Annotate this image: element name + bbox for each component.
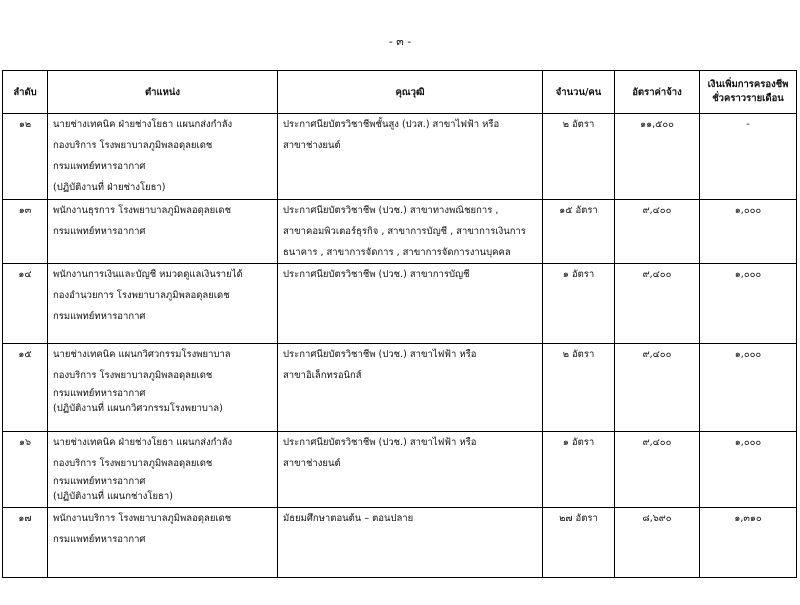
header-count: จำนวน/คน <box>543 71 615 114</box>
qualification-line: สาขาช่างยนต์ <box>283 458 341 469</box>
position-line: กรมแพทย์ทหารอากาศ <box>53 534 146 545</box>
table-header-row <box>3 71 797 114</box>
count-cell: ๑ อัตรา <box>543 432 615 508</box>
position-line: กองบริการ โรงพยาบาลภูมิพลอดุลยเดช <box>53 458 213 469</box>
count-cell: ๑๕ อัตรา <box>543 200 615 264</box>
allowance-cell: ๑,๐๐๐ <box>700 200 797 264</box>
count-cell: ๑ อัตรา <box>543 264 615 344</box>
position-line: กรมแพทย์ทหารอากาศ <box>53 311 146 322</box>
salary-cell: ๙,๔๐๐ <box>615 200 700 264</box>
position-line: พนักงานธุรการ โรงพยาบาลภูมิพลอดุลยเดช <box>53 205 232 216</box>
position-cell <box>48 264 278 344</box>
row-number-cell: ๑๗ <box>3 508 48 578</box>
allowance-cell: ๑,๓๑๐ <box>700 508 797 578</box>
allowance-cell: ๑,๐๐๐ <box>700 264 797 344</box>
position-line: (ปฏิบัติงานที่ ฝ่ายช่างโยธา) <box>53 182 166 193</box>
qualification-line: มัธยมศึกษาตอนต้น – ตอนปลาย <box>283 513 414 524</box>
row-number-cell: ๑๓ <box>3 200 48 264</box>
table-row <box>3 200 797 264</box>
table-row <box>3 344 797 432</box>
position-line: กรมแพทย์ทหารอากาศ <box>53 476 146 487</box>
qualification-line: สาขาคอมพิวเตอร์ธุรกิจ , สาขาการบัญชี , สาขาการเงินการ <box>283 226 526 237</box>
table-row <box>3 264 797 344</box>
header-salary: อัตราค่าจ้าง <box>615 71 700 114</box>
position-cell <box>48 114 278 200</box>
salary-cell: ๙,๔๐๐ <box>615 344 700 432</box>
row-number-cell: ๑๒ <box>3 114 48 200</box>
position-line: กองบริการ โรงพยาบาลภูมิพลอดุลยเดช <box>53 140 213 151</box>
job-positions-table <box>2 70 797 578</box>
position-line: กรมแพทย์ทหารอากาศ <box>53 161 146 172</box>
qualification-line: ประกาศนียบัตรวิชาชีพชั้นสูง (ปวส.) สาขาไฟฟ้า หรือ <box>283 119 500 130</box>
allowance-cell: ๑,๐๐๐ <box>700 344 797 432</box>
qualification-cell <box>278 114 543 200</box>
header-qualification: คุณวุฒิ <box>278 71 543 114</box>
qualification-cell <box>278 200 543 264</box>
qualification-line: ประกาศนียบัตรวิชาชีพ (ปวช.) สาขาไฟฟ้า หรือ <box>283 437 477 448</box>
position-line: พนักงานบริการ โรงพยาบาลภูมิพลอดุลยเดช <box>53 513 232 524</box>
row-number-cell: ๑๕ <box>3 344 48 432</box>
position-line: นายช่างเทคนิค แผนกวิศวกรรมโรงพยาบาล <box>53 349 231 360</box>
allowance-cell: ๑,๐๐๐ <box>700 432 797 508</box>
position-cell <box>48 508 278 578</box>
qualification-line: ประกาศนียบัตรวิชาชีพ (ปวช.) สาขาไฟฟ้า หรือ <box>283 349 477 360</box>
table-row <box>3 508 797 578</box>
qualification-cell <box>278 344 543 432</box>
qualification-line: สาขาอิเล็กทรอนิกส์ <box>283 370 362 381</box>
position-line: นายช่างเทคนิค ฝ่ายช่างโยธา แผนกส่งกำลัง <box>53 119 233 130</box>
page-number: - ๓ - <box>388 35 412 48</box>
qualification-cell <box>278 508 543 578</box>
position-cell <box>48 432 278 508</box>
salary-cell: ๑๑,๕๐๐ <box>615 114 700 200</box>
position-cell <box>48 344 278 432</box>
position-cell <box>48 200 278 264</box>
row-number-cell: ๑๔ <box>3 264 48 344</box>
allowance-cell: - <box>700 114 797 200</box>
header-allowance-line2: ชั่วคราวรายเดือน <box>712 93 784 104</box>
header-allowance <box>700 71 797 114</box>
qualification-cell <box>278 264 543 344</box>
salary-cell: ๙,๔๐๐ <box>615 264 700 344</box>
header-no: ลำดับ <box>3 71 48 114</box>
header-allowance-line1: เงินเพิ่มการครองชีพ <box>707 79 789 90</box>
row-number-cell: ๑๖ <box>3 432 48 508</box>
position-line: (ปฏิบัติงานที่ แผนกวิศวกรรมโรงพยาบาล) <box>53 403 223 414</box>
header-position: ตำแหน่ง <box>48 71 278 114</box>
salary-cell: ๙,๔๐๐ <box>615 432 700 508</box>
qualification-line: สาขาช่างยนต์ <box>283 140 341 151</box>
qualification-line: ประกาศนียบัตรวิชาชีพ (ปวช.) สาขาทางพณิชยการ , <box>283 205 499 216</box>
position-line: กรมแพทย์ทหารอากาศ <box>53 388 146 399</box>
position-line: กองอำนวยการ โรงพยาบาลภูมิพลอดุลยเดช <box>53 290 230 301</box>
count-cell: ๒ อัตรา <box>543 344 615 432</box>
count-cell: ๒ อัตรา <box>543 114 615 200</box>
position-line: นายช่างเทคนิค ฝ่ายช่างโยธา แผนกส่งกำลัง <box>53 437 233 448</box>
position-line: กองบริการ โรงพยาบาลภูมิพลอดุลยเดช <box>53 370 213 381</box>
position-line: (ปฏิบัติงานที่ แผนกช่างโยธา) <box>53 491 173 502</box>
salary-cell: ๘,๖๙๐ <box>615 508 700 578</box>
table-row <box>3 432 797 508</box>
qualification-line: ประกาศนียบัตรวิชาชีพ (ปวช.) สาขาการบัญชี <box>283 269 470 280</box>
position-line: กรมแพทย์ทหารอากาศ <box>53 226 146 237</box>
position-line: พนักงานการเงินและบัญชี หมวดดูแลเงินรายได้ <box>53 269 243 280</box>
qualification-cell <box>278 432 543 508</box>
qualification-line: ธนาคาร , สาขาการจัดการ , สาขาการจัดการงานบุคคล <box>283 247 511 258</box>
count-cell: ๒๗ อัตรา <box>543 508 615 578</box>
table-row <box>3 114 797 200</box>
